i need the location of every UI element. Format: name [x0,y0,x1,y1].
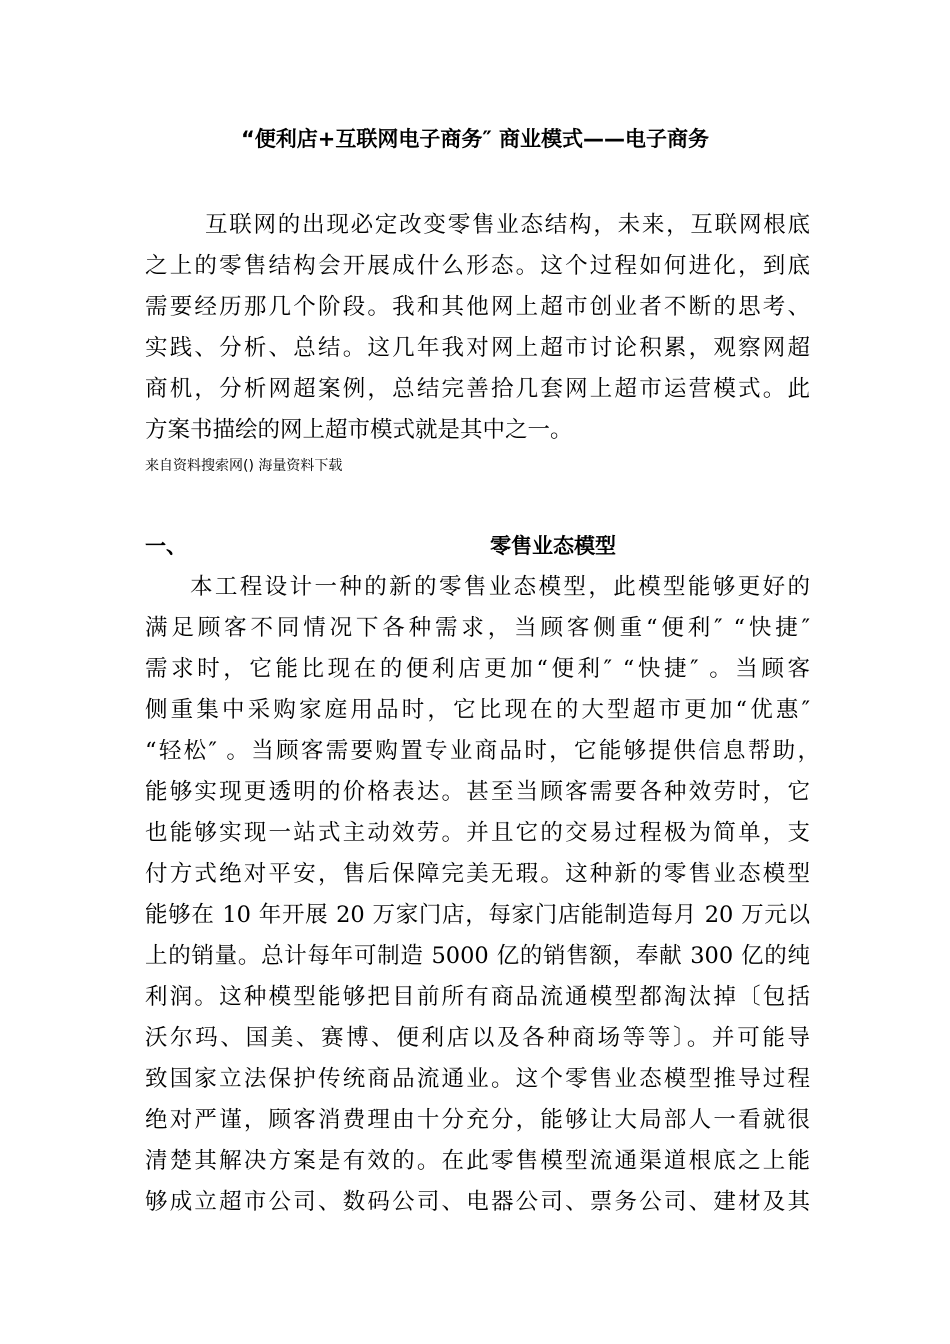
intro-line: 需要经历那几个阶段。我和其他网上超市创业者不断的思考、 [145,294,810,320]
section-line: 能够在 10 年开展 20 万家门店，每家门店能制造每月 20 万元以 [145,902,810,928]
section-heading: 零售业态模型 [490,534,616,558]
section-line: 致国家立法保护传统商品流通业。这个零售业态模型推导过程 [145,1066,810,1092]
intro-line: 方案书描绘的网上超市模式就是其中之一。 [145,417,573,443]
section-line: 够成立超市公司、数码公司、电器公司、票务公司、建材及其 [145,1189,810,1215]
intro-line: 之上的零售结构会开展成什么形态。这个过程如何进化，到底 [145,253,810,279]
section-line: 能够实现更透明的价格表达。甚至当顾客需要各种效劳时，它 [145,779,810,805]
section-line: 清楚其解决方案是有效的。在此零售模型流通渠道根底之上能 [145,1148,810,1174]
section-line: 利润。这种模型能够把目前所有商品流通模型都淘汰掉〔包括 [145,984,810,1010]
section-line: 付方式绝对平安，售后保障完美无瑕。这种新的零售业态模型 [145,861,810,887]
section-line: 也能够实现一站式主动效劳。并且它的交易过程极为简单，支 [145,820,810,846]
intro-line: 实践、分析、总结。这几年我对网上超市讨论积累，观察网超 [145,335,810,361]
section-number: 一、 [145,534,187,558]
section-line: 本工程设计一种的新的零售业态模型，此模型能够更好的 [190,574,810,600]
intro-line: 商机，分析网超案例，总结完善拾几套网上超市运营模式。此 [145,376,810,402]
source-note: 来自资料搜索网() 海量资料下载 [145,458,343,474]
section-line: 侧重集中采购家庭用品时，它比现在的大型超市更加“优惠″ [145,697,810,723]
section-line: 需求时，它能比现在的便利店更加“便利″ “快捷″ 。当顾客 [145,656,810,682]
section-line: 沃尔玛、国美、赛博、便利店以及各种商场等等〕。并可能导 [145,1025,810,1051]
section-line: 满足顾客不同情况下各种需求，当顾客侧重“便利″ “快捷″ [145,615,810,641]
section-line: 绝对严谨，顾客消费理由十分充分，能够让大局部人一看就很 [145,1107,810,1133]
section-line: 上的销量。总计每年可制造 5000 亿的销售额，奉献 300 亿的纯 [145,943,810,969]
intro-line: 互联网的出现必定改变零售业态结构，未来，互联网根底 [205,212,810,238]
document-title: “便利店+互联网电子商务″ 商业模式——电子商务 [240,127,710,151]
section-line: “轻松″ 。当顾客需要购置专业商品时，它能够提供信息帮助， [145,738,820,764]
